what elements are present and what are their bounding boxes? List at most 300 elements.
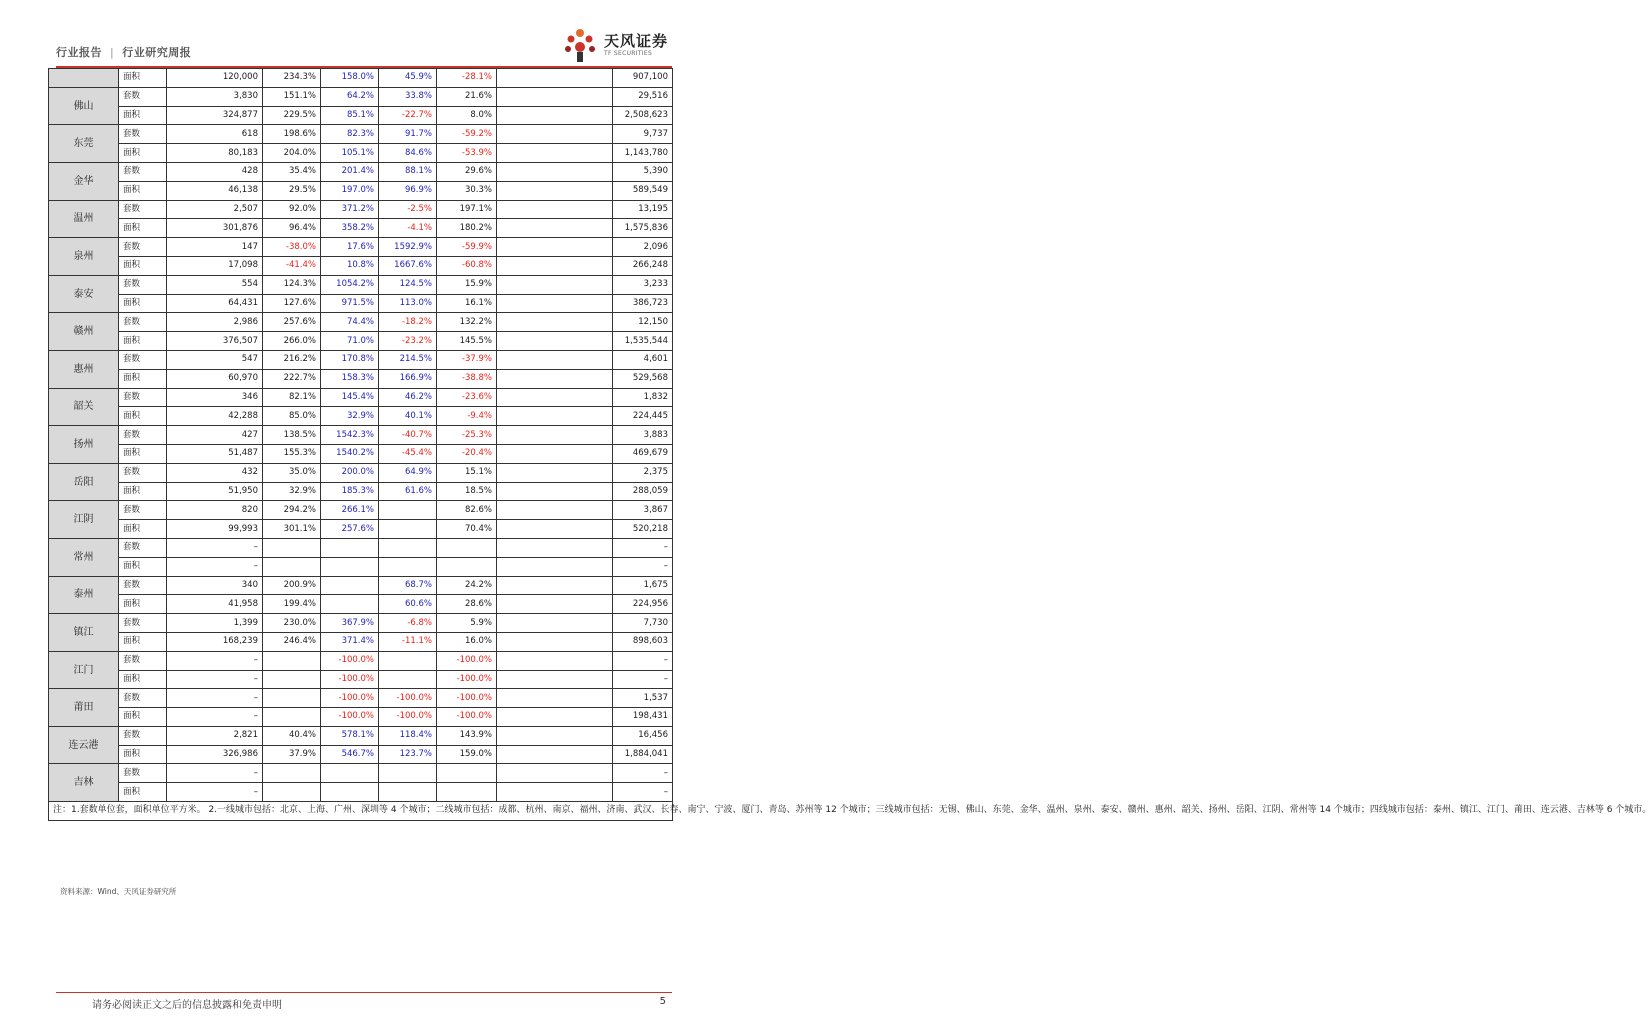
empty-cell xyxy=(497,69,613,88)
change-pct-cell: 29.5% xyxy=(263,181,321,200)
empty-cell xyxy=(497,651,613,670)
metric-label-cell: 面积 xyxy=(119,219,167,238)
table-row xyxy=(49,313,673,332)
change-pct-cell: -37.9% xyxy=(437,350,497,369)
change-pct-cell: -45.4% xyxy=(379,444,437,463)
cumulative-value-cell: 1,143,780 xyxy=(613,144,673,163)
table-row xyxy=(49,595,673,614)
city-name-cell: 扬州 xyxy=(49,426,119,464)
city-name-cell: 东莞 xyxy=(49,125,119,163)
city-name-cell: 江阴 xyxy=(49,501,119,539)
cumulative-value-cell: 469,679 xyxy=(613,444,673,463)
metric-label-cell: 套数 xyxy=(119,689,167,708)
table-row xyxy=(49,350,673,369)
cumulative-value-cell: 529,568 xyxy=(613,369,673,388)
report-category: 行业报告 | 行业研究周报 xyxy=(56,46,192,59)
table-row xyxy=(49,294,673,313)
empty-cell xyxy=(497,125,613,144)
change-pct-cell: 294.2% xyxy=(263,501,321,520)
metric-label-cell: 面积 xyxy=(119,181,167,200)
cumulative-value-cell: 198,431 xyxy=(613,708,673,727)
change-pct-cell: 145.5% xyxy=(437,332,497,351)
cumulative-value-cell: 224,956 xyxy=(613,595,673,614)
empty-cell xyxy=(497,576,613,595)
cumulative-value-cell: 5,390 xyxy=(613,162,673,181)
change-pct-cell: 82.3% xyxy=(321,125,379,144)
metric-label-cell: 套数 xyxy=(119,726,167,745)
metric-label-cell: 面积 xyxy=(119,520,167,539)
change-pct-cell: 197.0% xyxy=(321,181,379,200)
table-row xyxy=(49,520,673,539)
change-pct-cell: 214.5% xyxy=(379,350,437,369)
weekly-value-cell: 17,098 xyxy=(167,256,263,275)
change-pct-cell xyxy=(437,538,497,557)
weekly-value-cell: 3,830 xyxy=(167,87,263,106)
weekly-value-cell: – xyxy=(167,783,263,802)
tf-logo-icon xyxy=(560,25,600,65)
weekly-value-cell: 547 xyxy=(167,350,263,369)
data-source: 资料来源：Wind、天风证券研究所 xyxy=(60,887,177,896)
table-note: 注：1.套数单位套，面积单位平方米。 2.一线城市包括：北京、上海、广州、深圳等 4 个城市；二线城市包括：成都、杭州、南京、福州、济南、武汉、长春、南宁、宁波、厦门、青岛、苏州等 12 个城市；三线城市包括：无锡、佛山、东莞、金华、温州、泉州、泰安、赣州、惠州、韶关、扬州、岳阳、江阴、常州等 14 个城市；四线城市包括：泰州、镇江、江门、莆田、连云港、吉林等 6 个城市。 xyxy=(49,802,673,821)
change-pct-cell xyxy=(321,595,379,614)
empty-cell xyxy=(497,614,613,633)
weekly-value-cell: 618 xyxy=(167,125,263,144)
city-name-cell xyxy=(49,69,119,88)
empty-cell xyxy=(497,369,613,388)
change-pct-cell: 10.8% xyxy=(321,256,379,275)
city-name-cell: 金华 xyxy=(49,162,119,200)
weekly-value-cell: 427 xyxy=(167,426,263,445)
city-name-cell: 佛山 xyxy=(49,87,119,125)
change-pct-cell: 32.9% xyxy=(321,407,379,426)
change-pct-cell: -100.0% xyxy=(437,651,497,670)
weekly-value-cell: 820 xyxy=(167,501,263,520)
change-pct-cell: 82.1% xyxy=(263,388,321,407)
change-pct-cell xyxy=(321,764,379,783)
table-row xyxy=(49,745,673,764)
weekly-value-cell: 346 xyxy=(167,388,263,407)
metric-label-cell: 面积 xyxy=(119,256,167,275)
weekly-value-cell: – xyxy=(167,689,263,708)
empty-cell xyxy=(497,520,613,539)
change-pct-cell: 266.1% xyxy=(321,501,379,520)
table-row xyxy=(49,106,673,125)
change-pct-cell xyxy=(379,670,437,689)
weekly-value-cell: – xyxy=(167,670,263,689)
metric-label-cell: 套数 xyxy=(119,162,167,181)
change-pct-cell: 5.9% xyxy=(437,614,497,633)
change-pct-cell: 91.7% xyxy=(379,125,437,144)
change-pct-cell: -59.9% xyxy=(437,238,497,257)
cumulative-value-cell: – xyxy=(613,651,673,670)
change-pct-cell: -6.8% xyxy=(379,614,437,633)
metric-label-cell: 套数 xyxy=(119,501,167,520)
empty-cell xyxy=(497,87,613,106)
cumulative-value-cell: 2,096 xyxy=(613,238,673,257)
metric-label-cell: 套数 xyxy=(119,275,167,294)
metric-label-cell: 套数 xyxy=(119,614,167,633)
table-row xyxy=(49,219,673,238)
table-row xyxy=(49,200,673,219)
metric-label-cell: 套数 xyxy=(119,388,167,407)
weekly-value-cell: 51,487 xyxy=(167,444,263,463)
change-pct-cell: 35.4% xyxy=(263,162,321,181)
metric-label-cell: 面积 xyxy=(119,294,167,313)
change-pct-cell: 82.6% xyxy=(437,501,497,520)
change-pct-cell: -100.0% xyxy=(437,689,497,708)
metric-label-cell: 面积 xyxy=(119,557,167,576)
change-pct-cell xyxy=(379,764,437,783)
change-pct-cell: -18.2% xyxy=(379,313,437,332)
metric-label-cell: 面积 xyxy=(119,106,167,125)
cumulative-value-cell: 589,549 xyxy=(613,181,673,200)
table-row xyxy=(49,275,673,294)
change-pct-cell: 155.3% xyxy=(263,444,321,463)
empty-cell xyxy=(497,538,613,557)
cumulative-value-cell: 9,737 xyxy=(613,125,673,144)
change-pct-cell: -22.7% xyxy=(379,106,437,125)
empty-cell xyxy=(497,783,613,802)
table-row xyxy=(49,87,673,106)
metric-label-cell: 套数 xyxy=(119,313,167,332)
cumulative-value-cell: 1,832 xyxy=(613,388,673,407)
change-pct-cell: 367.9% xyxy=(321,614,379,633)
change-pct-cell: 18.5% xyxy=(437,482,497,501)
change-pct-cell: 257.6% xyxy=(321,520,379,539)
change-pct-cell: 197.1% xyxy=(437,200,497,219)
empty-cell xyxy=(497,501,613,520)
change-pct-cell: 198.6% xyxy=(263,125,321,144)
metric-label-cell: 面积 xyxy=(119,332,167,351)
empty-cell xyxy=(497,670,613,689)
metric-label-cell: 面积 xyxy=(119,407,167,426)
page-number: 5 xyxy=(659,996,666,1007)
change-pct-cell: -100.0% xyxy=(437,708,497,727)
change-pct-cell: 68.7% xyxy=(379,576,437,595)
change-pct-cell: 266.0% xyxy=(263,332,321,351)
empty-cell xyxy=(497,708,613,727)
metric-label-cell: 面积 xyxy=(119,632,167,651)
change-pct-cell: -38.8% xyxy=(437,369,497,388)
table-row xyxy=(49,369,673,388)
change-pct-cell: 199.4% xyxy=(263,595,321,614)
change-pct-cell: 15.1% xyxy=(437,463,497,482)
weekly-value-cell: 340 xyxy=(167,576,263,595)
table-row xyxy=(49,614,673,633)
change-pct-cell: -38.0% xyxy=(263,238,321,257)
weekly-value-cell: – xyxy=(167,764,263,783)
change-pct-cell: 29.6% xyxy=(437,162,497,181)
city-name-cell: 常州 xyxy=(49,538,119,576)
cumulative-value-cell: 1,884,041 xyxy=(613,745,673,764)
empty-cell xyxy=(497,256,613,275)
disclaimer: 请务必阅读正文之后的信息披露和免责申明 xyxy=(92,1000,282,1011)
cumulative-value-cell: 1,575,836 xyxy=(613,219,673,238)
change-pct-cell: 216.2% xyxy=(263,350,321,369)
weekly-value-cell: 80,183 xyxy=(167,144,263,163)
metric-label-cell: 套数 xyxy=(119,200,167,219)
table-row xyxy=(49,670,673,689)
change-pct-cell: 21.6% xyxy=(437,87,497,106)
change-pct-cell: 578.1% xyxy=(321,726,379,745)
change-pct-cell: 222.7% xyxy=(263,369,321,388)
table-row xyxy=(49,463,673,482)
brand-logo xyxy=(560,24,668,66)
change-pct-cell: 204.0% xyxy=(263,144,321,163)
empty-cell xyxy=(497,238,613,257)
empty-cell xyxy=(497,294,613,313)
change-pct-cell: 132.2% xyxy=(437,313,497,332)
change-pct-cell: -41.4% xyxy=(263,256,321,275)
change-pct-cell xyxy=(437,764,497,783)
weekly-value-cell: 2,821 xyxy=(167,726,263,745)
empty-cell xyxy=(497,350,613,369)
table-row xyxy=(49,501,673,520)
weekly-value-cell: 51,950 xyxy=(167,482,263,501)
change-pct-cell: 64.2% xyxy=(321,87,379,106)
weekly-value-cell: – xyxy=(167,651,263,670)
change-pct-cell: -20.4% xyxy=(437,444,497,463)
table-row xyxy=(49,482,673,501)
table-row xyxy=(49,238,673,257)
weekly-value-cell: 324,877 xyxy=(167,106,263,125)
change-pct-cell: 201.4% xyxy=(321,162,379,181)
cumulative-value-cell: 2,375 xyxy=(613,463,673,482)
weekly-value-cell: 432 xyxy=(167,463,263,482)
cumulative-value-cell: 7,730 xyxy=(613,614,673,633)
change-pct-cell: 85.0% xyxy=(263,407,321,426)
metric-label-cell: 套数 xyxy=(119,463,167,482)
cumulative-value-cell: 3,883 xyxy=(613,426,673,445)
city-name-cell: 连云港 xyxy=(49,726,119,764)
change-pct-cell xyxy=(321,783,379,802)
change-pct-cell xyxy=(263,764,321,783)
change-pct-cell: 180.2% xyxy=(437,219,497,238)
weekly-value-cell: 2,986 xyxy=(167,313,263,332)
cumulative-value-cell: 13,195 xyxy=(613,200,673,219)
change-pct-cell xyxy=(321,557,379,576)
change-pct-cell: -25.3% xyxy=(437,426,497,445)
empty-cell xyxy=(497,444,613,463)
change-pct-cell: 123.7% xyxy=(379,745,437,764)
table-row xyxy=(49,557,673,576)
metric-label-cell: 套数 xyxy=(119,426,167,445)
change-pct-cell: -60.8% xyxy=(437,256,497,275)
table-note-row xyxy=(49,802,673,821)
change-pct-cell: 74.4% xyxy=(321,313,379,332)
change-pct-cell: 28.6% xyxy=(437,595,497,614)
change-pct-cell: 60.6% xyxy=(379,595,437,614)
city-name-cell: 泰安 xyxy=(49,275,119,313)
change-pct-cell: 158.0% xyxy=(321,69,379,88)
change-pct-cell: 143.9% xyxy=(437,726,497,745)
change-pct-cell: 32.9% xyxy=(263,482,321,501)
weekly-value-cell: 1,399 xyxy=(167,614,263,633)
city-name-cell: 镇江 xyxy=(49,614,119,652)
city-name-cell: 莆田 xyxy=(49,689,119,727)
table-row xyxy=(49,764,673,783)
weekly-value-cell: 46,138 xyxy=(167,181,263,200)
change-pct-cell: -28.1% xyxy=(437,69,497,88)
change-pct-cell: 17.6% xyxy=(321,238,379,257)
cumulative-value-cell: 288,059 xyxy=(613,482,673,501)
weekly-value-cell: 301,876 xyxy=(167,219,263,238)
city-name-cell: 江门 xyxy=(49,651,119,689)
metric-label-cell: 套数 xyxy=(119,238,167,257)
cumulative-value-cell: 898,603 xyxy=(613,632,673,651)
change-pct-cell xyxy=(263,651,321,670)
empty-cell xyxy=(497,482,613,501)
metric-label-cell: 套数 xyxy=(119,651,167,670)
empty-cell xyxy=(497,144,613,163)
city-name-cell: 惠州 xyxy=(49,350,119,388)
cumulative-value-cell: 16,456 xyxy=(613,726,673,745)
change-pct-cell: -11.1% xyxy=(379,632,437,651)
weekly-value-cell: – xyxy=(167,557,263,576)
city-name-cell: 泰州 xyxy=(49,576,119,614)
change-pct-cell xyxy=(379,538,437,557)
change-pct-cell: 1054.2% xyxy=(321,275,379,294)
cumulative-value-cell: – xyxy=(613,557,673,576)
empty-cell xyxy=(497,426,613,445)
table-row xyxy=(49,576,673,595)
change-pct-cell xyxy=(263,689,321,708)
change-pct-cell: 546.7% xyxy=(321,745,379,764)
empty-cell xyxy=(497,200,613,219)
table-row xyxy=(49,388,673,407)
change-pct-cell: 15.9% xyxy=(437,275,497,294)
empty-cell xyxy=(497,275,613,294)
table-row xyxy=(49,69,673,88)
cumulative-value-cell: – xyxy=(613,783,673,802)
table-row xyxy=(49,407,673,426)
change-pct-cell xyxy=(379,501,437,520)
change-pct-cell: 88.1% xyxy=(379,162,437,181)
change-pct-cell: 971.5% xyxy=(321,294,379,313)
cumulative-value-cell: 224,445 xyxy=(613,407,673,426)
metric-label-cell: 面积 xyxy=(119,444,167,463)
cumulative-value-cell: 1,675 xyxy=(613,576,673,595)
change-pct-cell: 200.0% xyxy=(321,463,379,482)
city-name-cell: 岳阳 xyxy=(49,463,119,501)
change-pct-cell: 229.5% xyxy=(263,106,321,125)
weekly-value-cell: 554 xyxy=(167,275,263,294)
change-pct-cell: 246.4% xyxy=(263,632,321,651)
change-pct-cell: -100.0% xyxy=(321,708,379,727)
table-row xyxy=(49,538,673,557)
cumulative-value-cell: 1,537 xyxy=(613,689,673,708)
change-pct-cell: -23.2% xyxy=(379,332,437,351)
change-pct-cell: 105.1% xyxy=(321,144,379,163)
change-pct-cell xyxy=(379,651,437,670)
change-pct-cell: 200.9% xyxy=(263,576,321,595)
change-pct-cell: -100.0% xyxy=(379,708,437,727)
weekly-value-cell: – xyxy=(167,708,263,727)
change-pct-cell: -100.0% xyxy=(321,670,379,689)
table-row xyxy=(49,332,673,351)
weekly-value-cell: 64,431 xyxy=(167,294,263,313)
brand-english: TF SECURITIES xyxy=(603,49,653,57)
weekly-value-cell: – xyxy=(167,538,263,557)
change-pct-cell: -9.4% xyxy=(437,407,497,426)
city-name-cell: 温州 xyxy=(49,200,119,238)
change-pct-cell: 145.4% xyxy=(321,388,379,407)
change-pct-cell: -100.0% xyxy=(321,689,379,708)
change-pct-cell: 35.0% xyxy=(263,463,321,482)
table-row xyxy=(49,651,673,670)
metric-label-cell: 套数 xyxy=(119,125,167,144)
change-pct-cell: 166.9% xyxy=(379,369,437,388)
city-name-cell: 吉林 xyxy=(49,764,119,802)
table-row xyxy=(49,125,673,144)
city-name-cell: 泉州 xyxy=(49,238,119,276)
metric-label-cell: 面积 xyxy=(119,745,167,764)
empty-cell xyxy=(497,162,613,181)
change-pct-cell: 70.4% xyxy=(437,520,497,539)
weekly-value-cell: 42,288 xyxy=(167,407,263,426)
change-pct-cell: -100.0% xyxy=(321,651,379,670)
metric-label-cell: 套数 xyxy=(119,576,167,595)
change-pct-cell: 30.3% xyxy=(437,181,497,200)
change-pct-cell xyxy=(321,576,379,595)
cumulative-value-cell: 2,508,623 xyxy=(613,106,673,125)
change-pct-cell: 24.2% xyxy=(437,576,497,595)
table-row xyxy=(49,632,673,651)
cumulative-value-cell: 1,535,544 xyxy=(613,332,673,351)
cumulative-value-cell: – xyxy=(613,670,673,689)
cumulative-value-cell: 3,867 xyxy=(613,501,673,520)
empty-cell xyxy=(497,595,613,614)
metric-label-cell: 套数 xyxy=(119,87,167,106)
empty-cell xyxy=(497,463,613,482)
change-pct-cell: 301.1% xyxy=(263,520,321,539)
change-pct-cell xyxy=(321,538,379,557)
metric-label-cell: 面积 xyxy=(119,69,167,88)
change-pct-cell: 371.4% xyxy=(321,632,379,651)
change-pct-cell: 33.8% xyxy=(379,87,437,106)
table-row xyxy=(49,444,673,463)
weekly-value-cell: 168,239 xyxy=(167,632,263,651)
change-pct-cell xyxy=(437,557,497,576)
change-pct-cell xyxy=(437,783,497,802)
change-pct-cell xyxy=(379,783,437,802)
change-pct-cell: 159.0% xyxy=(437,745,497,764)
change-pct-cell: 92.0% xyxy=(263,200,321,219)
change-pct-cell: 230.0% xyxy=(263,614,321,633)
change-pct-cell xyxy=(263,708,321,727)
cumulative-value-cell: 266,248 xyxy=(613,256,673,275)
change-pct-cell xyxy=(379,557,437,576)
change-pct-cell: 96.9% xyxy=(379,181,437,200)
change-pct-cell: 113.0% xyxy=(379,294,437,313)
change-pct-cell: 85.1% xyxy=(321,106,379,125)
change-pct-cell xyxy=(263,557,321,576)
change-pct-cell: -40.7% xyxy=(379,426,437,445)
change-pct-cell: -2.5% xyxy=(379,200,437,219)
change-pct-cell: 37.9% xyxy=(263,745,321,764)
metric-label-cell: 套数 xyxy=(119,764,167,783)
change-pct-cell: 16.1% xyxy=(437,294,497,313)
metric-label-cell: 面积 xyxy=(119,783,167,802)
change-pct-cell: 40.4% xyxy=(263,726,321,745)
change-pct-cell: -100.0% xyxy=(379,689,437,708)
weekly-value-cell: 2,507 xyxy=(167,200,263,219)
change-pct-cell xyxy=(263,538,321,557)
table-row xyxy=(49,144,673,163)
change-pct-cell: 46.2% xyxy=(379,388,437,407)
table-row xyxy=(49,708,673,727)
empty-cell xyxy=(497,745,613,764)
